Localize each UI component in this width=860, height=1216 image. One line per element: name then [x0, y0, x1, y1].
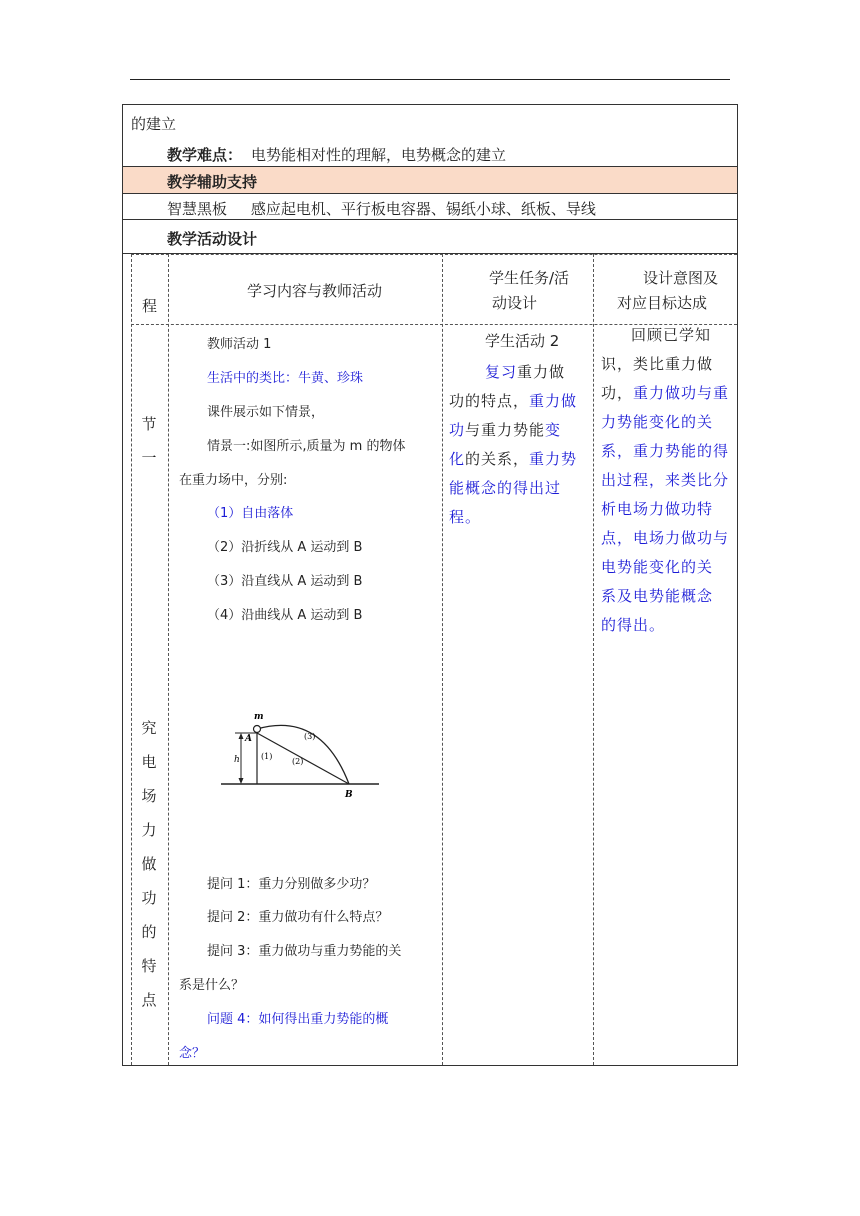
student-task-segment: 能概念的得出过 — [449, 479, 562, 497]
label-path-2: (2) — [292, 757, 304, 766]
teacher-q4-1: 问题 4：如何得出重力势能的概 — [207, 1012, 389, 1027]
stage-char: 力 — [141, 821, 157, 839]
label-A: A — [245, 734, 252, 744]
col-header-intent-2: 对应目标达成 — [617, 294, 708, 312]
design-intent-segment: 重力做功与重 — [633, 384, 730, 402]
design-intent-segment: 析电场力做功特 — [601, 500, 714, 518]
grid-v3 — [593, 254, 594, 1065]
design-intent-line — [601, 321, 735, 350]
stage-char: 的 — [141, 923, 157, 941]
design-intent-segment: 电势能变化的关 — [601, 558, 714, 576]
teacher-item-2: （2）沿折线从 A 运动到 B — [207, 540, 363, 555]
label-path-1: (1) — [261, 752, 273, 761]
student-task-segment: 与重力势能 — [465, 421, 546, 439]
design-intent-line — [601, 495, 735, 524]
teacher-q4-2: 念？ — [179, 1046, 206, 1061]
design-intent-line — [601, 350, 735, 379]
teacher-q3-2: 系是什么？ — [179, 978, 245, 993]
student-task-segment: 复习 — [485, 363, 518, 381]
lesson-table — [122, 104, 738, 1066]
design-intent-segment: 出过程，来类比分 — [601, 471, 730, 489]
col-header-intent-1: 设计意图及 — [643, 269, 719, 287]
stage-char: 一 — [141, 449, 157, 467]
design-intent-line — [601, 408, 735, 437]
design-intent-line — [601, 524, 735, 553]
teacher-q3-1: 提问 3：重力做功与重力势能的关 — [207, 944, 402, 959]
difficulty-label: 教学难点： — [167, 146, 243, 164]
student-task-segment: 重力势 — [529, 450, 578, 468]
stage-char: 电 — [141, 753, 157, 771]
design-intent-line — [601, 466, 735, 495]
design-intent-segment: 系，重力势能的得 — [601, 442, 730, 460]
design-intent-segment: 功， — [601, 384, 634, 402]
stage-char: 点 — [141, 991, 157, 1009]
stage-char: 特 — [141, 957, 157, 975]
student-title: 学生活动 2 — [485, 332, 560, 350]
arrow-up — [239, 733, 244, 739]
student-task-line — [449, 474, 589, 503]
teacher-scene-1: 情景一:如图所示,质量为 m 的物体 — [207, 439, 406, 454]
label-h: h — [234, 755, 240, 765]
design-intent-segment: 识，类比重力做 — [601, 355, 714, 373]
gravity-path-figure — [217, 707, 387, 799]
grid-v1 — [168, 254, 169, 1065]
student-task-segment: 重力做 — [517, 363, 566, 381]
support-label-row — [123, 166, 737, 194]
design-intent-segment: 系及电势能概念 — [601, 587, 714, 605]
stage-char: 究 — [141, 719, 157, 737]
student-task-line — [449, 416, 589, 445]
student-task-text — [449, 358, 589, 532]
col-header-student-1: 学生任务/活 — [489, 269, 570, 287]
teacher-title: 教师活动 1 — [207, 337, 272, 352]
activity-design-label: 教学活动设计 — [167, 230, 258, 248]
col-header-stage: 程 — [142, 297, 158, 315]
stage-bottom-chars — [139, 711, 159, 1017]
student-task-segment: 功的特点， — [449, 392, 530, 410]
teacher-item-1: （1）自由落体 — [207, 506, 294, 521]
student-task-line — [449, 358, 589, 387]
teacher-q1: 提问 1：重力分别做多少功？ — [207, 877, 376, 892]
design-intent-segment: 点，电场力做功与 — [601, 529, 730, 547]
stage-top-chars — [139, 407, 159, 475]
student-task-segment: 重力做 — [529, 392, 578, 410]
label-path-3: (3) — [304, 732, 316, 741]
design-intent-line — [601, 553, 735, 582]
teacher-item-4: （4）沿曲线从 A 运动到 B — [207, 608, 363, 623]
mass-point — [254, 726, 261, 733]
stage-char: 功 — [141, 889, 157, 907]
difficulty-text: 电势能相对性的理解，电势概念的建立 — [251, 146, 507, 164]
teacher-q2: 提问 2：重力做功有什么特点？ — [207, 910, 389, 925]
student-task-segment: 的关系， — [465, 450, 530, 468]
student-task-line — [449, 387, 589, 416]
support-items-row — [123, 194, 737, 220]
student-task-line — [449, 445, 589, 474]
student-task-segment: 变 — [545, 421, 562, 439]
design-intent-segment: 的得出。 — [601, 616, 666, 634]
header-rule — [130, 79, 730, 80]
grid-v0 — [131, 254, 132, 1065]
grid-top — [131, 254, 737, 255]
student-task-line — [449, 503, 589, 532]
support-label: 教学辅助支持 — [167, 173, 258, 191]
design-intent-line — [601, 611, 735, 640]
label-m: m — [254, 712, 264, 722]
design-intent-line — [601, 582, 735, 611]
design-intent-text — [601, 321, 735, 640]
stage-char: 场 — [141, 787, 157, 805]
continued-text: 的建立 — [131, 115, 177, 133]
design-intent-line — [601, 379, 735, 408]
teacher-item-3: （3）沿直线从 A 运动到 B — [207, 574, 363, 589]
teacher-analogy: 生活中的类比：牛黄、珍珠 — [207, 371, 364, 386]
teacher-show: 课件展示如下情景， — [207, 405, 325, 420]
student-task-segment: 化 — [449, 450, 466, 468]
grid-v2 — [442, 254, 443, 1065]
teacher-scene-2: 在重力场中，分别: — [179, 473, 288, 488]
design-intent-line — [601, 437, 735, 466]
activity-design-row — [123, 220, 737, 254]
design-intent-segment: 回顾已学知 — [631, 326, 712, 344]
stage-char: 做 — [141, 855, 157, 873]
student-task-segment: 程。 — [449, 508, 482, 526]
label-B: B — [345, 790, 353, 799]
arrow-down — [239, 778, 244, 784]
support-items: 智慧黑板 感应起电机、平行板电容器、锡纸小球、纸板、导线 — [167, 200, 596, 218]
stage-char: 节 — [141, 415, 157, 433]
col-header-student-2: 动设计 — [492, 294, 538, 312]
col-header-content: 学习内容与教师活动 — [247, 282, 383, 300]
design-intent-segment: 力势能变化的关 — [601, 413, 714, 431]
student-task-segment: 功 — [449, 421, 466, 439]
